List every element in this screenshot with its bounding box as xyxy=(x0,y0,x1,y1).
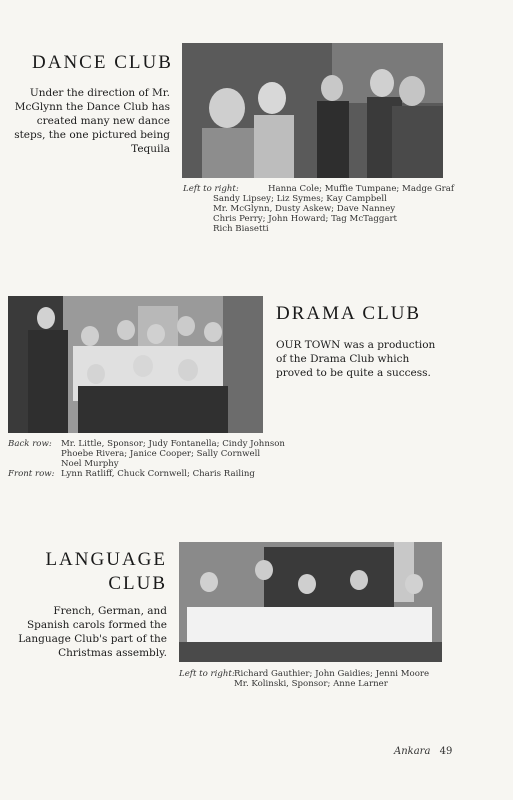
dance-caption-line: Sandy Lipsey; Liz Symes; Kay Campbell xyxy=(213,194,387,204)
dance-club-heading: DANCE CLUB xyxy=(32,52,173,73)
drama-caption-label-back: Back row: xyxy=(8,439,52,449)
language-caption-label: Left to right: xyxy=(179,669,235,679)
language-club-photo xyxy=(179,542,442,662)
language-heading-line: CLUB xyxy=(108,573,167,594)
drama-caption-line: Phoebe Rivera; Janice Cooper; Sally Cornwell xyxy=(61,449,261,459)
language-heading-line: LANGUAGE xyxy=(45,549,167,570)
drama-caption-label-front: Front row: xyxy=(8,469,55,479)
language-caption-line: Mr. Kolinski, Sponsor; Anne Larner xyxy=(234,679,388,689)
dance-caption-line: Chris Perry; John Howard; Tag McTaggart xyxy=(213,214,398,224)
drama-club-heading: DRAMA CLUB xyxy=(276,303,422,324)
dance-caption-label: Left to right: xyxy=(183,184,239,194)
drama-caption-line: Noel Murphy xyxy=(61,459,119,469)
dance-caption-line: Mr. McGlynn, Dusty Askew; Dave Nanney xyxy=(213,204,396,214)
dance-club-caption xyxy=(183,184,483,234)
dance-caption-line: Rich Biasetti xyxy=(213,224,269,234)
language-club-heading xyxy=(20,548,167,596)
drama-club-photo xyxy=(8,296,263,433)
language-caption-line: Richard Gauthier; John Gaidies; Jenni Moore xyxy=(234,669,430,679)
dance-club-description: Under the direction of Mr. McGlynn the Dance Club has created many new dance steps, the one pictured being Tequila xyxy=(14,87,170,155)
drama-caption-line: Mr. Little, Sponsor; Judy Fontanella; Cindy Johnson xyxy=(61,439,285,449)
dance-club-photo xyxy=(182,43,443,178)
dance-caption-line: Hanna Cole; Muffie Tumpane; Madge Graf xyxy=(268,184,455,194)
drama-caption-line: Lynn Ratliff, Chuck Cornwell; Charis Railing xyxy=(61,469,255,479)
language-club-description: French, German, and Spanish carols formed the Language Club's part of the Christmas assembly. xyxy=(18,605,167,659)
drama-club-caption xyxy=(8,439,308,479)
page-number: 49 xyxy=(439,746,453,757)
language-club-caption xyxy=(179,669,479,689)
drama-club-description: OUR TOWN was a production of the Drama Club which proved to be quite a success. xyxy=(276,339,436,379)
page-footer xyxy=(394,746,452,757)
publication-name: Ankara xyxy=(394,746,431,757)
